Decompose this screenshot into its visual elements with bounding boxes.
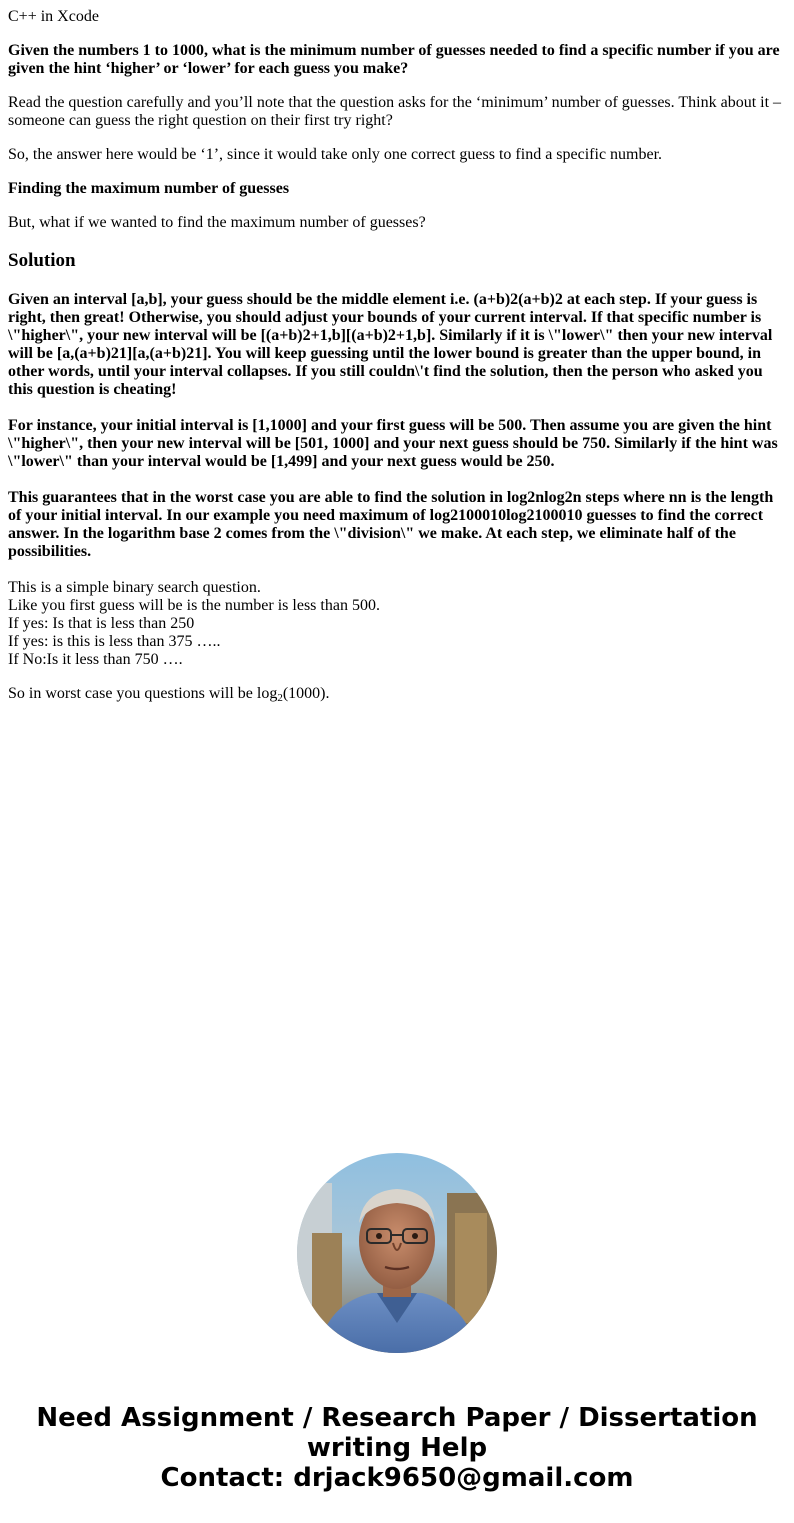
answer-line: If yes: is this is less than 375 ….. (8, 633, 221, 650)
author-photo (297, 1153, 497, 1353)
footer-contact-email: Contact: drjack9650@gmail.com (160, 1463, 634, 1493)
paragraph-minimum-guesses: Read the question carefully and you’ll note that the question asks for the ‘minimum’ number of guesses. Think about it – someone can guess the right question on their first try right? (8, 94, 782, 129)
contact-footer (0, 1403, 794, 1493)
article-content (8, 8, 786, 703)
paragraph-answer-one: So, the answer here would be ‘1’, since it would take only one correct guess to find a specific number. (8, 146, 663, 163)
answer-line: This is a simple binary search question. (8, 579, 261, 596)
subheading-maximum-guesses: Finding the maximum number of guesses (8, 180, 290, 197)
solution-heading: Solution (8, 250, 76, 271)
solution-paragraph-interval: Given an interval [a,b], your guess should be the middle element i.e. (a+b)2(a+b)2 at each step. If your guess is right, then great! Otherwise, you should adjust your bounds of your current interval. If that specific number is \"higher\", your new interval will be [(a+b)2+1,b][(a+b)2+1,b]. Similarly if it is \"lower\" then your new interval will be [a,(a+b)21][a,(a+b)21]. You will keep guessing until the lower bound is greater than the upper bound, in other words, until your interval collapses. If you still couldn\'t find the solution, then the person who asked you this question is cheating! (8, 291, 773, 398)
answer-block (8, 579, 786, 669)
solution-paragraph-example: For instance, your initial interval is [1,1000] and your first guess will be 500. Then assume you are given the hint \"higher\", then your new interval will be [501, 1000] and your next guess should be 750. Similarly if the hint was \"lower\" than your interval would be [1,499] and your next guess would be 250. (8, 417, 778, 470)
page-title: C++ in Xcode (8, 8, 99, 25)
solution-paragraph-guarantee: This guarantees that in the worst case you are able to find the solution in log2nlog2n steps where nn is the length of your initial interval. In our example you need maximum of log2100010log2100010 guesses to find the correct answer. In the logarithm base 2 comes from the \"division\" we make. At each step, we eliminate half of the possibilities. (8, 489, 774, 560)
footer-line: Need Assignment / Research Paper / Dissertation (36, 1403, 758, 1433)
author-avatar (297, 1153, 497, 1353)
question-text: Given the numbers 1 to 1000, what is the minimum number of guesses needed to find a specific number if you are given the hint ‘higher’ or ‘lower’ for each guess you make? (8, 42, 780, 77)
log-suffix: (1000). (282, 685, 330, 702)
log-base: 2 (277, 692, 283, 704)
answer-line: Like you first guess will be is the number is less than 500. (8, 597, 380, 614)
paragraph-maximum-question: But, what if we wanted to find the maximum number of guesses? (8, 214, 426, 231)
answer-line: If No:Is it less than 750 …. (8, 651, 183, 668)
answer-line: If yes: Is that is less than 250 (8, 615, 195, 632)
log-prefix: So in worst case you questions will be log (8, 685, 278, 702)
answer-conclusion (8, 685, 786, 703)
footer-line: writing Help (306, 1433, 488, 1463)
